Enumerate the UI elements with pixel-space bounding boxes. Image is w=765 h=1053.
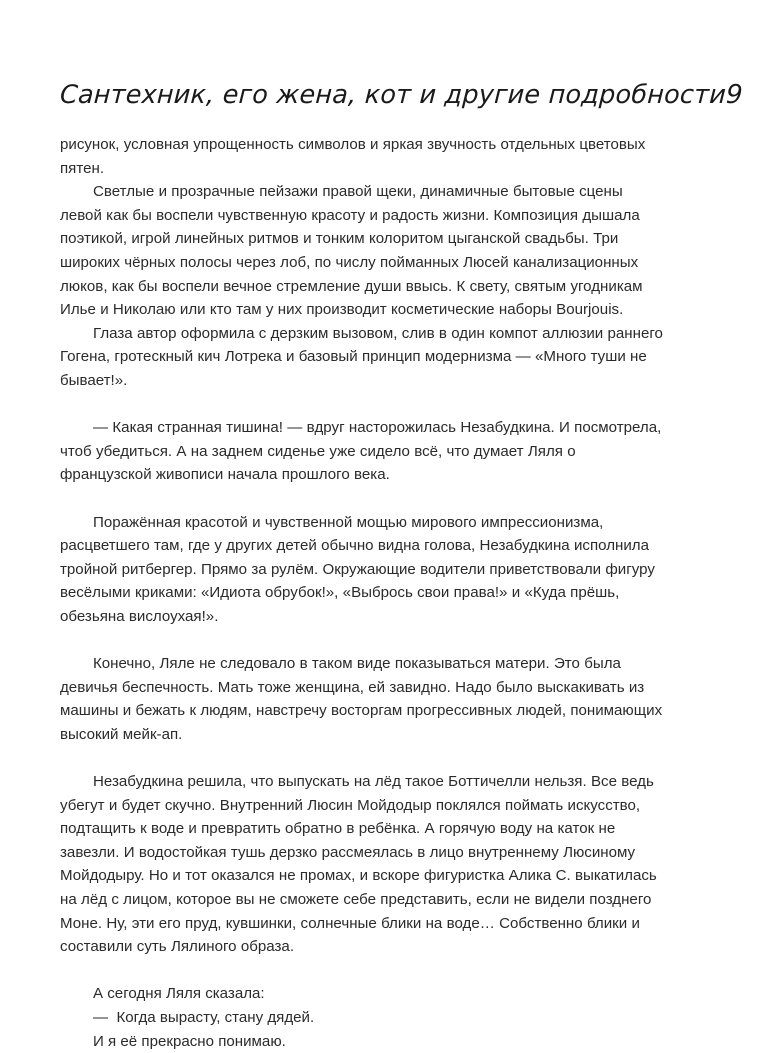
dialogue-line: А сегодня Ляля сказала: [93, 985, 265, 1003]
running-head-title: Сантехник, его жена, кот и другие подробности [59, 80, 727, 110]
paragraph: Светлые и прозрачные пейзажи правой щеки, динамичные бытовые сцены левой как бы воспели чувственную красоту и радость жизни. Композиция дышала поэтикой, игрой линейных ритмов и тонким колоритом цыганской свадьбы. Три широких чёрных полосы через лоб, по числу пойманных Люсей канализационных люков, как бы воспели вечное стремление души ввысь. К свету, святым угодникам Илье и Николаю или кто там у них производит косметические наборы Bourjouis. [60, 183, 643, 319]
closing-dialogue [60, 982, 664, 1053]
paragraph: Незабудкина решила, что выпускать на лёд такое Боттичелли нельзя. Все ведь убегут и будет скучно. Внутренний Люсин Мойдодыр поклялся поймать искусство, подтащить к воде и превратить обратно в ребёнка. А горячую воду на каток не завезли. И водостойкая тушь дерзко рассмеялась в лицо внутреннему Люсиному Мойдодыру. Но и тот оказался не промах, и вскоре фигуристка Алика С. выкатилась на лёд с лицом, которое вы не сможете себе представить, если не видели позднего Моне. Ну, эти его пруд, кувшинки, солнечные блики на воде… Собственно блики и составили суть Лялиного образа. [60, 773, 657, 956]
page-number: 9 [725, 80, 744, 110]
paragraph: Глаза автор оформила с дерзким вызовом, слив в один компот аллюзии раннего Гогена, гротескный кич Лотрека и базовый принцип модернизма — «Много туши не бывает!». [60, 324, 663, 389]
dialogue-line: — Когда вырасту, стану дядей. [93, 1008, 315, 1026]
running-head [59, 80, 744, 120]
paragraph: рисунок, условная упрощенность символов и яркая звучность отдельных цветовых пятен. [60, 136, 646, 177]
paragraph: Конечно, Ляле не следовало в таком виде показываться матери. Это была девичья беспечность. Мать тоже женщина, ей завидно. Надо было выскакивать из машины и бежать к людям, навстречу восторгам прогрессивных людей, понимающих высокий мейк-ап. [60, 655, 663, 743]
paragraph: — Какая странная тишина! — вдруг насторожилась Незабудкина. И посмотрела, чтоб убедиться. А на заднем сиденье уже сидело всё, что думает Ляля о французской живописи начала прошлого века. [60, 419, 662, 484]
dialogue-line: И я её прекрасно понимаю. [93, 1032, 286, 1050]
paragraph: Поражённая красотой и чувственной мощью мирового импрессионизма, расцветшего там, где у других детей обычно видна голова, Незабудкина исполнила тройной ритбергер. Прямо за рулём. Окружающие водители приветствовали фигуру весёлыми криками: «Идиота обрубок!», «Выбрось свои права!» и «Куда прёшь, обезьяна вислоухая!». [60, 513, 655, 625]
body-text-block [60, 133, 664, 1053]
